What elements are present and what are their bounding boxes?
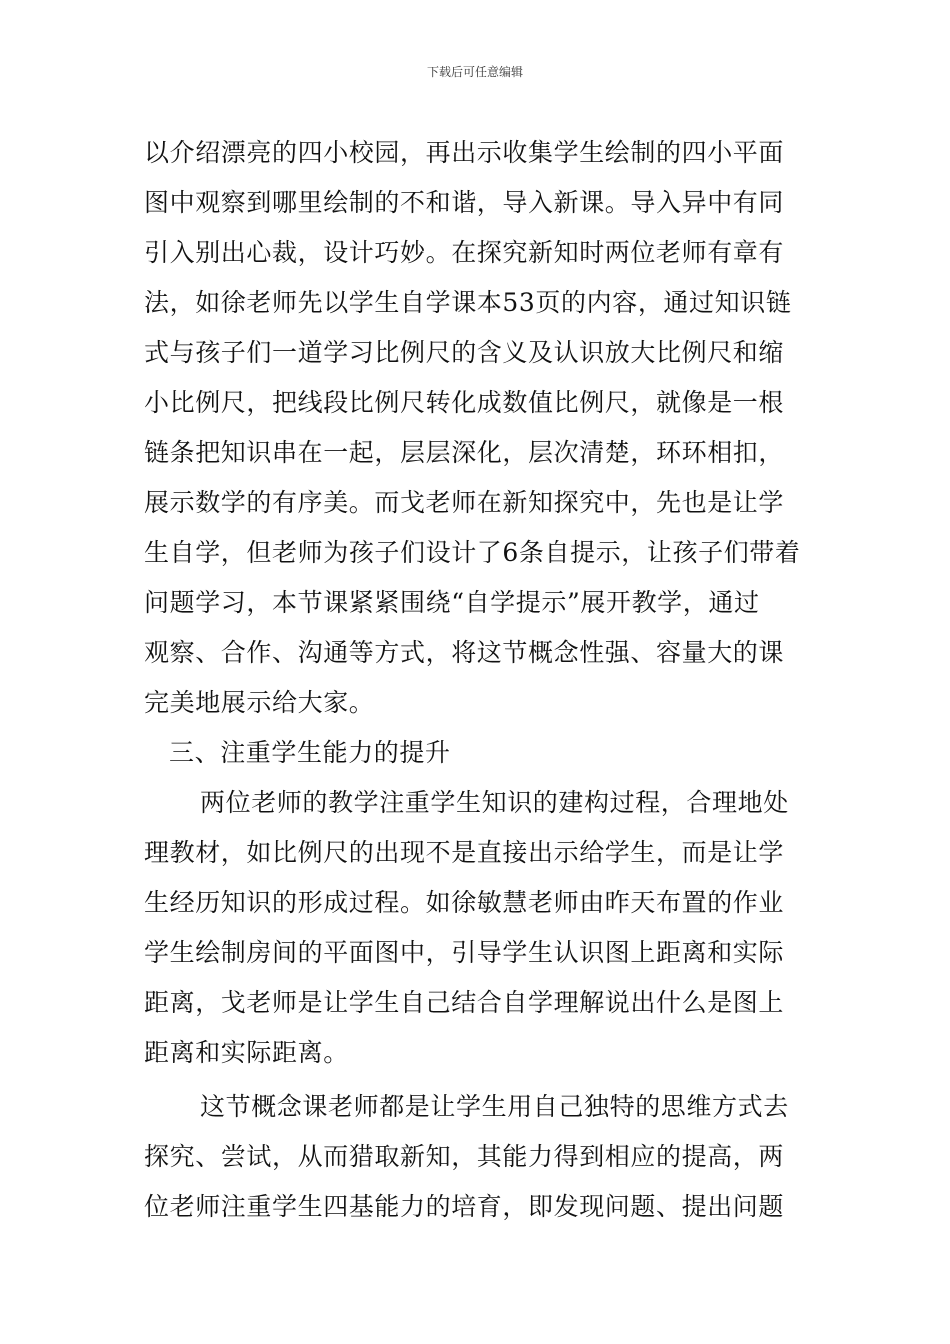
text-line: 以介绍漂亮的四小校园，再出示收集学生绘制的四小平面 — [144, 138, 785, 167]
text-line: 位老师注重学生四基能力的培育，即发现问题、提出问题 — [144, 1192, 785, 1221]
text-line: 问题学习，本节课紧紧围绕“自学提示”展开教学，通过 — [144, 588, 760, 617]
text-line: 完美地展示给大家。 — [144, 688, 375, 717]
text-line: 链条把知识串在一起，层层深化，层次清楚，环环相扣， — [144, 438, 785, 467]
text-line: 展示数学的有序美。而戈老师在新知探究中，先也是让学 — [144, 488, 785, 517]
text-line: 探究、尝试，从而猎取新知，其能力得到相应的提高，两 — [144, 1142, 785, 1171]
text-line: 这节概念课老师都是让学生用自己独特的思维方式去 — [200, 1092, 789, 1121]
paragraph-1 — [144, 128, 808, 728]
text-line: 小比例尺，把线段比例尺转化成数值比例尺，就像是一根 — [144, 388, 785, 417]
section-heading: 三、注重学生能力的提升 — [169, 738, 451, 767]
text-line: 距离，戈老师是让学生自己结合自学理解说出什么是图上 — [144, 988, 785, 1017]
text-line: 式与孩子们一道学习比例尺的含义及认识放大比例尺和缩 — [144, 338, 785, 367]
text-line: 学生绘制房间的平面图中，引导学生认识图上距离和实际 — [144, 938, 785, 967]
paragraph-3 — [144, 1082, 808, 1232]
text-line: 引入别出心裁，设计巧妙。在探究新知时两位老师有章有 — [144, 238, 785, 267]
text-line: 理教材，如比例尺的出现不是直接出示给学生，而是让学 — [144, 838, 785, 867]
text-line: 生经历知识的形成过程。如徐敏慧老师由昨天布置的作业 — [144, 888, 785, 917]
paragraph-2 — [144, 778, 808, 1078]
text-line: 图中观察到哪里绘制的不和谐，导入新课。导入异中有同 — [144, 188, 785, 217]
page-header: 下载后可任意编辑 — [426, 65, 523, 79]
text-line: 距离和实际距离。 — [144, 1038, 349, 1067]
text-line: 观察、合作、沟通等方式，将这节概念性强、容量大的课 — [144, 638, 785, 667]
document-body — [144, 128, 808, 1232]
text-line: 两位老师的教学注重学生知识的建构过程，合理地处 — [200, 788, 789, 817]
text-line: 生自学，但老师为孩子们设计了6条自提示，让孩子们带着 — [144, 538, 801, 567]
text-line: 法，如徐老师先以学生自学课本53页的内容，通过知识链 — [144, 288, 792, 317]
